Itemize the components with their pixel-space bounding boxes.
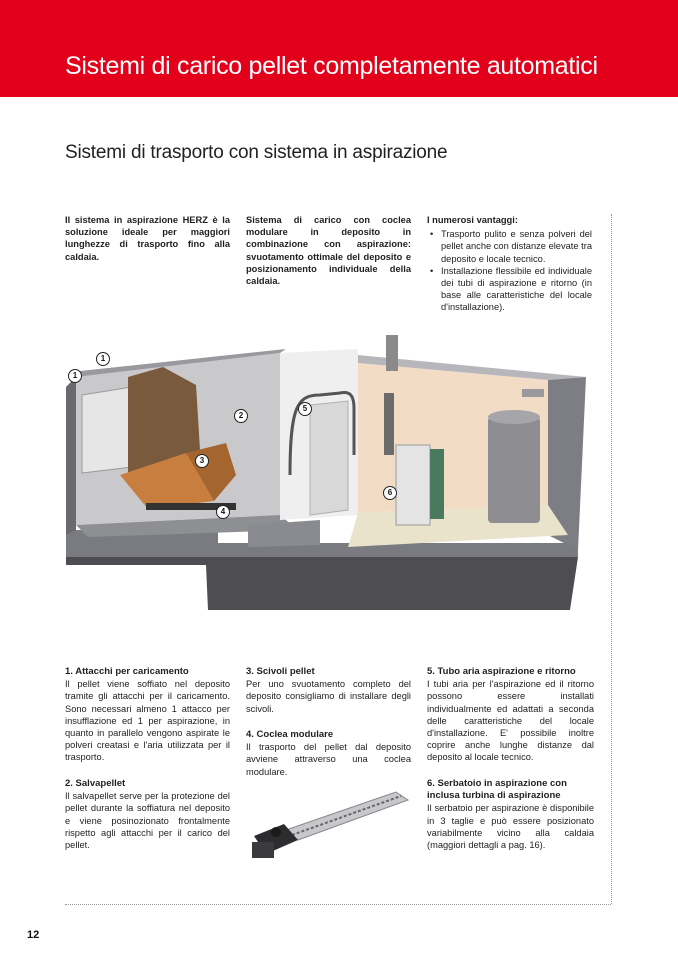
section-6-text: Il serbatoio per aspirazione è disponibile in 3 taglie e può essere posizionato variabilmente vicino alla caldaia (maggiori dettagli a pag. 16). [427, 803, 594, 851]
modular-auger-image [246, 786, 412, 864]
advantages-title: I numerosi vantaggi: [427, 215, 518, 225]
marker-6: 6 [383, 486, 397, 500]
marker-5: 5 [298, 402, 312, 416]
intro-column-3 [427, 214, 592, 314]
advantages-list [427, 228, 592, 313]
section-6-title: 6. Serbatoio in aspirazione con inclusa turbina di aspirazione [427, 778, 567, 802]
section-5-title: 5. Tubo aria aspirazione e ritorno [427, 666, 576, 677]
header-banner [0, 0, 678, 97]
advantage-item: • Installazione flessibile ed individuale dei tubi di aspirazione e ritorno (in base alle caratteristiche del locale d'installazione). [441, 265, 592, 314]
section-2-title: 2. Salvapellet [65, 778, 126, 789]
section-3 [246, 666, 411, 715]
section-2 [65, 778, 230, 851]
intro-column-2: Sistema di carico con coclea modulare in deposito in combinazione con aspirazione: svuotamento ottimale del deposito e posizionamento individuale della caldaia. [246, 215, 411, 287]
marker-4: 4 [216, 505, 230, 519]
section-3-title: 3. Scivoli pellet [246, 666, 315, 677]
vertical-dotted-divider [611, 214, 612, 904]
system-illustration [58, 325, 603, 630]
section-subtitle: Sistemi di trasporto con sistema in aspirazione [65, 142, 448, 163]
section-6 [427, 778, 594, 851]
cutaway-drawing [58, 325, 603, 630]
section-1 [65, 666, 230, 764]
section-4-text: Il trasporto del pellet dal deposito avviene attraverso una coclea modulare. [246, 742, 411, 777]
intro-column-1: Il sistema in aspirazione HERZ è la soluzione ideale per maggiori lunghezze di trasporto fino alla caldaia. [65, 215, 230, 262]
marker-1-lower: 1 [68, 369, 82, 383]
section-4 [246, 729, 411, 778]
advantage-item: • Trasporto pulito e senza polveri del pellet anche con distanze elevate tra deposito e locale tecnico. [441, 228, 592, 265]
marker-2: 2 [234, 409, 248, 423]
horizontal-dotted-divider [65, 904, 611, 905]
section-5-text: I tubi aria per l'aspirazione ed il ritorno possono essere installati individualmente ed adattati a seconda delle caratteristiche del locale d'installazione. E' possibile inoltre coprire anche lunghe distanze dal deposito al locale tecnico. [427, 679, 594, 763]
page-number: 12 [27, 929, 40, 941]
section-1-text: Il pellet viene soffiato nel deposito tramite gli attacchi per il caricamento. Sono necessari almeno 1 attacco per insufflazione ed 1 per aspirazione, in quanto in parallelo vengono aspirate le polveri creatasi e l'aria utilizzata per il trasporto. [65, 679, 230, 763]
page-title: Sistemi di carico pellet completamente automatici [65, 52, 598, 80]
section-4-title: 4. Coclea modulare [246, 729, 334, 740]
section-3-text: Per uno svuotamento completo del deposito consigliamo di installare degli scivoli. [246, 679, 411, 714]
section-5 [427, 666, 594, 764]
section-2-text: Il salvapellet serve per la protezione del pellet durante la soffiatura nel deposito e viene posinozionato frontalmente rispetto agli attacchi per il carico del pellet. [65, 791, 230, 851]
auger-drawing [246, 786, 412, 864]
section-1-title: 1. Attacchi per caricamento [65, 666, 189, 677]
marker-3: 3 [195, 454, 209, 468]
marker-1-upper: 1 [96, 352, 110, 366]
